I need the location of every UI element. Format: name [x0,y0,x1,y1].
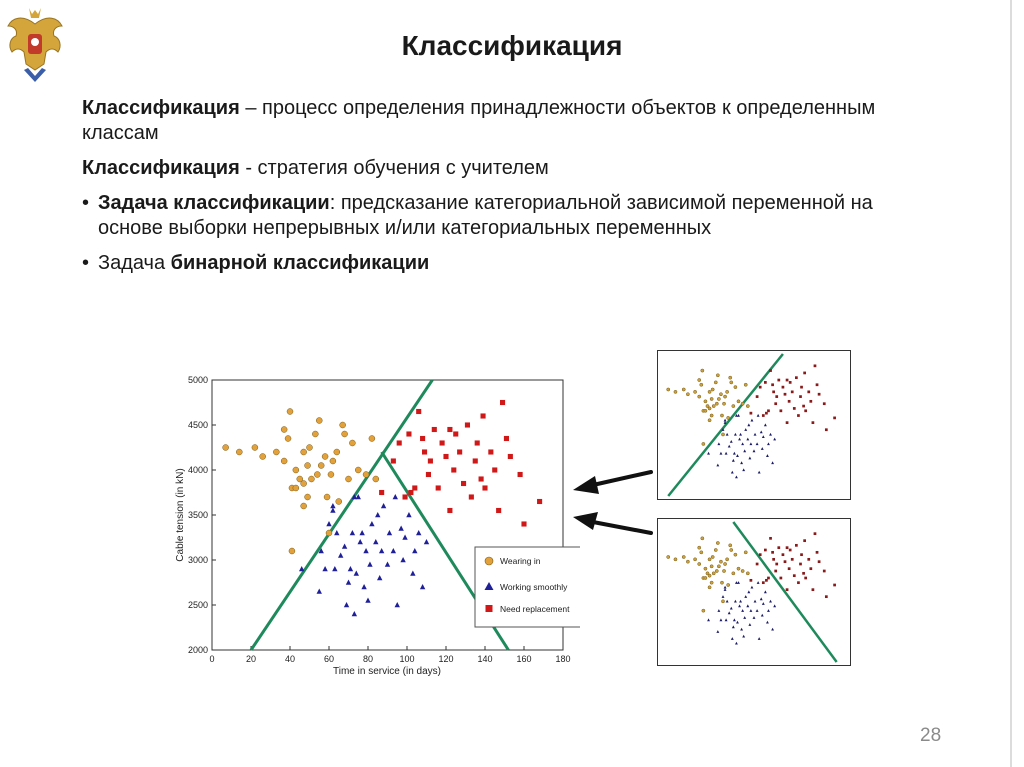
y-tick-label: 5000 [187,375,208,385]
wearing-in-point [281,458,287,464]
legend-label: Wearing in [500,556,541,566]
need-replacement-point [791,558,794,561]
need-replacement-point [797,581,800,584]
wearing-in-point [723,562,726,565]
need-replacement-point [775,563,778,566]
need-replacement-point [804,577,807,580]
need-replacement-point [391,458,396,463]
wearing-in-point [734,553,737,556]
wearing-in-point [708,419,711,422]
need-replacement-point [481,413,486,418]
wearing-in-point [307,445,313,451]
page-number: 28 [920,725,942,746]
need-replacement-point [762,414,765,417]
wearing-in-point [667,388,670,391]
need-replacement-point [756,395,759,398]
wearing-in-point [720,581,723,584]
wearing-in-point [373,476,379,482]
bullet-text: : предсказание категориальной зависимой переменной на основе выборки непрерывных и/или категориальных переменных [98,192,873,239]
need-replacement-point [797,414,800,417]
need-replacement-point [764,549,767,552]
need-replacement-point [379,490,384,495]
wearing-in-point [708,586,711,589]
wearing-in-point [727,583,730,586]
x-tick-label: 100 [399,654,415,664]
need-replacement-point [451,467,456,472]
wearing-in-point [714,548,717,551]
wearing-in-point [714,381,717,384]
need-replacement-point [782,553,785,556]
need-replacement-point [825,428,828,431]
wearing-in-point [293,485,299,491]
wearing-in-point [746,404,749,407]
definition-strategy [82,156,942,181]
need-replacement-point [780,409,783,412]
x-tick-label: 60 [323,654,335,664]
need-replacement-point [795,544,798,547]
need-replacement-point [397,440,402,445]
wearing-in-point [312,431,318,437]
legend-marker-need-replacement [486,605,493,612]
wearing-in-point [702,442,705,445]
y-tick-label: 3500 [187,510,208,520]
wearing-in-point [715,402,718,405]
definition-text: - стратегия обучения с учителем [239,157,549,179]
wearing-in-point [686,560,689,563]
need-replacement-point [809,400,812,403]
need-replacement-point [786,379,789,382]
wearing-in-point [701,369,704,372]
wearing-in-point [674,390,677,393]
wearing-in-point [710,414,713,417]
slide-right-border [1010,0,1012,767]
need-replacement-point [508,454,513,459]
chart-legend [475,547,580,627]
wearing-in-point [710,581,713,584]
wearing-in-point [734,386,737,389]
wearing-in-point [719,393,722,396]
need-replacement-point [457,449,462,454]
wearing-in-point [708,558,711,561]
wearing-in-point [746,572,749,575]
need-replacement-point [784,560,787,563]
wearing-in-point [289,548,295,554]
thumbnail-chart-v-boundary [657,350,851,500]
wearing-in-point [667,555,670,558]
wearing-in-point [732,404,735,407]
wearing-in-point [318,463,324,469]
wearing-in-point [698,562,701,565]
need-replacement-point [777,546,780,549]
need-replacement-point [436,485,441,490]
need-replacement-point [833,584,836,587]
need-replacement-point [786,588,789,591]
wearing-in-point [716,374,719,377]
need-replacement-point [799,395,802,398]
wearing-in-point [701,537,704,540]
need-replacement-point [537,499,542,504]
wearing-in-point [737,567,740,570]
need-replacement-point [765,412,768,415]
need-replacement-point [759,553,762,556]
wearing-in-point [301,481,307,487]
wearing-in-point [686,393,689,396]
wearing-in-point [340,422,346,428]
need-replacement-point [465,422,470,427]
wearing-in-point [702,609,705,612]
wearing-in-point [704,409,707,412]
definition-term: Классификация [82,97,240,119]
wearing-in-point [236,449,242,455]
definition-process [82,96,942,146]
need-replacement-point [800,386,803,389]
wearing-in-point [698,546,701,549]
wearing-in-point [717,565,720,568]
wearing-in-point [281,427,287,433]
need-replacement-point [807,558,810,561]
wearing-in-point [349,440,355,446]
need-replacement-point [759,386,762,389]
wearing-in-point [346,476,352,482]
wearing-in-point [682,388,685,391]
x-tick-label: 0 [209,654,215,664]
wearing-in-point [293,467,299,473]
need-replacement-point [492,467,497,472]
slide-title: Классификация [401,30,623,61]
y-axis-label: Cable tension (in kN) [175,468,186,562]
need-replacement-point [777,379,780,382]
need-replacement-point [496,508,501,513]
need-replacement-point [791,391,794,394]
wearing-in-point [708,407,711,410]
need-replacement-point [812,421,815,424]
wearing-in-point [305,463,311,469]
wearing-in-point [355,467,361,473]
wearing-in-point [285,436,291,442]
wearing-in-point [336,499,342,505]
wearing-in-point [726,390,729,393]
need-replacement-point [833,417,836,420]
wearing-in-point [694,558,697,561]
need-replacement-point [762,581,765,584]
wearing-in-point [722,569,725,572]
need-replacement-point [440,440,445,445]
wearing-in-point [328,472,334,478]
wearing-in-point [287,409,293,415]
need-replacement-point [793,407,796,410]
y-tick-label: 2000 [187,645,208,655]
y-tick-label: 3000 [187,555,208,565]
wearing-in-point [308,476,314,482]
need-replacement-point [818,560,821,563]
need-replacement-point [453,431,458,436]
need-replacement-point [500,400,505,405]
wearing-in-point [273,449,279,455]
wearing-in-point [727,416,730,419]
wearing-in-point [698,378,701,381]
need-replacement-point [800,553,803,556]
wearing-in-point [722,402,725,405]
wearing-in-point [704,567,707,570]
need-replacement-point [488,449,493,454]
wearing-in-point [252,445,258,451]
wearing-in-point [741,402,744,405]
need-replacement-point [799,563,802,566]
need-replacement-point [443,454,448,459]
need-replacement-point [408,490,413,495]
x-tick-label: 120 [438,654,454,664]
need-replacement-point [764,381,767,384]
need-replacement-point [807,391,810,394]
need-replacement-point [814,364,817,367]
wearing-in-point [342,431,348,437]
thumbnail-chart-line-boundary [657,518,851,666]
wearing-in-point [732,572,735,575]
need-replacement-point [447,508,452,513]
wearing-in-point [719,560,722,563]
wearing-in-point [726,558,729,561]
need-replacement-point [426,472,431,477]
y-tick-label: 2500 [187,600,208,610]
need-replacement-point [825,595,828,598]
wearing-in-point [314,472,320,478]
wearing-in-point [316,418,322,424]
need-replacement-point [422,449,427,454]
wearing-in-point [711,388,714,391]
need-replacement-point [479,476,484,481]
x-tick-label: 20 [245,654,257,664]
wearing-in-point [721,433,724,436]
need-replacement-point [789,549,792,552]
need-replacement-point [406,431,411,436]
wearing-in-point [324,494,330,500]
wearing-in-point [730,548,733,551]
wearing-in-point [334,449,340,455]
need-replacement-point [475,440,480,445]
wearing-in-point [720,414,723,417]
legend-label: Need replacement [500,604,570,614]
y-tick-label: 4500 [187,420,208,430]
need-replacement-point [774,570,777,573]
need-replacement-point [416,409,421,414]
left-arrow-icon [573,472,651,494]
need-replacement-point [461,481,466,486]
wearing-in-point [711,555,714,558]
wearing-in-point [698,395,701,398]
need-replacement-point [812,588,815,591]
bullet-marker: • [82,252,90,274]
thumbnail-frame [658,351,851,500]
wearing-in-point [710,565,713,568]
wearing-in-point [301,503,307,509]
wearing-in-point [708,390,711,393]
need-replacement-point [521,521,526,526]
need-replacement-point [816,551,819,554]
need-replacement-point [814,532,817,535]
wearing-in-point [305,494,311,500]
main-scatter-chart [172,372,580,682]
need-replacement-point [482,485,487,490]
x-tick-label: 160 [516,654,532,664]
wearing-in-point [700,383,703,386]
wearing-in-point [704,576,707,579]
need-replacement-point [750,412,753,415]
wearing-in-point [723,395,726,398]
wearing-in-point [716,541,719,544]
wearing-in-point [700,551,703,554]
need-replacement-point [412,485,417,490]
need-replacement-point [772,558,775,561]
need-replacement-point [788,567,791,570]
need-replacement-point [788,400,791,403]
need-replacement-point [786,421,789,424]
need-replacement-point [473,458,478,463]
need-replacement-point [809,567,812,570]
need-replacement-point [816,383,819,386]
need-replacement-point [803,372,806,375]
wearing-in-point [744,551,747,554]
need-replacement-point [803,539,806,542]
wearing-in-point [330,458,336,464]
need-replacement-point [769,369,772,372]
need-replacement-point [769,537,772,540]
need-replacement-point [750,579,753,582]
need-replacement-point [818,393,821,396]
x-tick-label: 180 [555,654,571,664]
need-replacement-point [786,546,789,549]
need-replacement-point [420,436,425,441]
wearing-in-point [710,397,713,400]
need-replacement-point [789,381,792,384]
bullet-term: бинарной классификации [170,252,430,274]
legend-label: Working smoothly [500,582,568,592]
need-replacement-point [780,577,783,580]
left-arrow-icon [573,512,651,533]
x-tick-label: 40 [284,654,296,664]
x-tick-label: 80 [362,654,374,664]
need-replacement-point [469,494,474,499]
y-tick-label: 4000 [187,465,208,475]
wearing-in-point [721,600,724,603]
need-replacement-point [428,458,433,463]
need-replacement-point [403,494,408,499]
wearing-in-point [694,390,697,393]
need-replacement-point [765,579,768,582]
need-replacement-point [795,376,798,379]
wearing-in-point [715,569,718,572]
need-replacement-point [802,405,805,408]
need-replacement-point [504,436,509,441]
bullet-term: Задача классификации [98,192,330,214]
need-replacement-point [771,383,774,386]
arrows-group [565,460,665,550]
need-replacement-point [518,472,523,477]
wearing-in-point [730,381,733,384]
need-replacement-point [447,427,452,432]
wearing-in-point [326,530,332,536]
bullet-binary-classification [82,251,942,276]
wearing-in-point [682,555,685,558]
wearing-in-point [708,574,711,577]
wearing-in-point [301,449,307,455]
wearing-in-point [674,558,677,561]
wearing-in-point [717,397,720,400]
definition-term: Классификация [82,157,240,179]
wearing-in-point [704,400,707,403]
need-replacement-point [771,551,774,554]
wearing-in-point [223,445,229,451]
x-tick-label: 140 [477,654,493,664]
wearing-in-point [729,544,732,547]
bullet-classification-task [82,191,942,241]
need-replacement-point [793,574,796,577]
bullet-text: Задача [98,252,171,274]
need-replacement-point [802,572,805,575]
wearing-in-point [260,454,266,460]
need-replacement-point [767,409,770,412]
wearing-in-point [744,383,747,386]
need-replacement-point [782,386,785,389]
bullet-marker: • [82,192,90,214]
need-replacement-point [784,393,787,396]
wearing-in-point [741,569,744,572]
need-replacement-point [775,395,778,398]
need-replacement-point [823,402,826,405]
definition-text: – процесс определения принадлежности объектов к определенным классам [82,97,876,144]
wearing-in-point [712,572,715,575]
wearing-in-point [322,454,328,460]
need-replacement-point [756,563,759,566]
wearing-in-point [712,404,715,407]
wearing-in-point [369,436,375,442]
text-block [82,96,942,286]
wearing-in-point [363,472,369,478]
wearing-in-point [737,400,740,403]
need-replacement-point [432,427,437,432]
wearing-in-point [729,376,732,379]
need-replacement-point [774,402,777,405]
x-axis-label: Time in service (in days) [333,666,441,677]
need-replacement-point [823,570,826,573]
need-replacement-point [767,577,770,580]
legend-marker-wearing-in [485,557,493,565]
need-replacement-point [772,391,775,394]
need-replacement-point [804,409,807,412]
